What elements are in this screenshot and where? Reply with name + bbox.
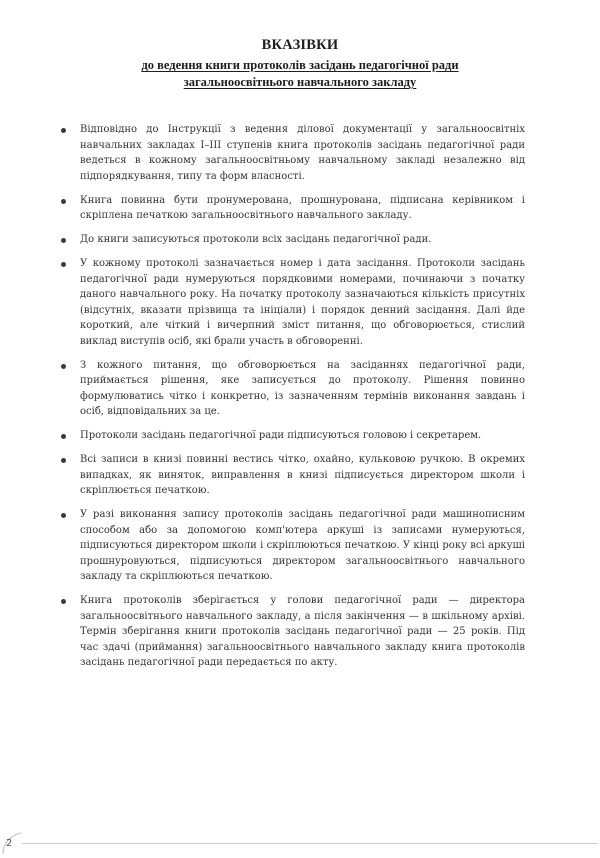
list-item — [60, 122, 525, 184]
list-item-text: Всі записи в книзі повинні вестись чітко, охайно, кульковою ручкою. В окремих випадках, як виняток, виправлення в книзі підписується директором школи і скріплюється печаткою. — [80, 454, 525, 496]
list-item-text: З кожного питання, що обговорюється на засіданнях педагогічної ради, приймається рішення, яке записується до протоколу. Рішення повинно формулюватись чітко і конкретно, із зазначенням термінів виконання завдань і осіб, відповідальних за це. — [80, 359, 525, 417]
document-title: ВКАЗІВКИ — [261, 37, 339, 53]
bullet-icon — [61, 238, 66, 243]
document-header — [0, 36, 600, 91]
instructions-list — [60, 122, 525, 679]
bullet-icon — [61, 262, 66, 267]
footer-divider — [22, 843, 598, 844]
list-item-text: Протоколи засідань педагогічної ради підписуються головою і секретарем. — [80, 430, 482, 441]
bullet-icon — [61, 364, 66, 369]
bullet-icon — [61, 199, 66, 204]
list-item-text: У разі виконання запису протоколів засідань педагогічної ради машинописним способом або за допомогою комп'ютера аркуші із записами нумеруються, підписуються директором школи і скріплюються печаткою. У кінці року всі аркуші прошнуровуються, підписуються директором загальноосвітнього навчального закладу та скріплюються печаткою. — [80, 509, 525, 582]
bullet-icon — [61, 128, 66, 133]
page-footer — [0, 828, 600, 858]
list-item — [60, 193, 525, 224]
list-item-text: Книга протоколів зберігається у голови педагогічної ради — директора загальноосвітнього навчального закладу, а після закінчення — в шкільному архіві. Термін зберігання книги протоколів засідань педагогічної ради — 25 років. Під час здачі (приймання) загальноосвітнього навчального закладу книга протоколів засідань педагогічної ради передається по акту. — [80, 595, 525, 668]
bullet-icon — [61, 458, 66, 463]
bullet-icon — [61, 513, 66, 518]
list-item — [60, 593, 525, 671]
document-subtitle-line-1: до ведення книги протоколів засідань педагогічної ради — [141, 58, 459, 72]
list-item-text: Книга повинна бути пронумерована, прошнурована, підписана керівником і скріплена печаткою загальноосвітнього навчального закладу. — [80, 194, 525, 221]
list-item — [60, 428, 525, 444]
list-item-text: У кожному протоколі зазначається номер і дата засідання. Протоколи засідань педагогічної ради нумеруються порядковими номерами, починаючи з початку даного навчального року. На початку протоколу зазначаються кількість присутніх (відсутніх, вказати прізвища та ініціали) і порядок денний засідання. Далі йде короткий, але чіткий і вичерпний зміст питання, що обговорюється, стислий виклад виступів осіб, які брали участь в обговоренні. — [80, 258, 525, 347]
page-number: 2 — [6, 838, 13, 849]
list-item-text: Відповідно до Інструкції з ведення ділової документації у загальноосвітніх навчальних закладах I–III ступенів книга протоколів засідань педагогічної ради ведеться в кожному загальноосвітньому навчальному закладі незалежно від підпорядкування, типу та форм власності. — [80, 124, 525, 182]
list-item — [60, 232, 525, 248]
bullet-icon — [61, 599, 66, 604]
document-subtitle-line-2: загальноосвітнього навчального закладу — [183, 75, 417, 89]
list-item — [60, 358, 525, 420]
list-item — [60, 507, 525, 585]
bullet-icon — [61, 434, 66, 439]
list-item — [60, 452, 525, 499]
list-item-text: До книги записуються протоколи всіх засідань педагогічної ради. — [80, 234, 432, 245]
list-item — [60, 256, 525, 349]
